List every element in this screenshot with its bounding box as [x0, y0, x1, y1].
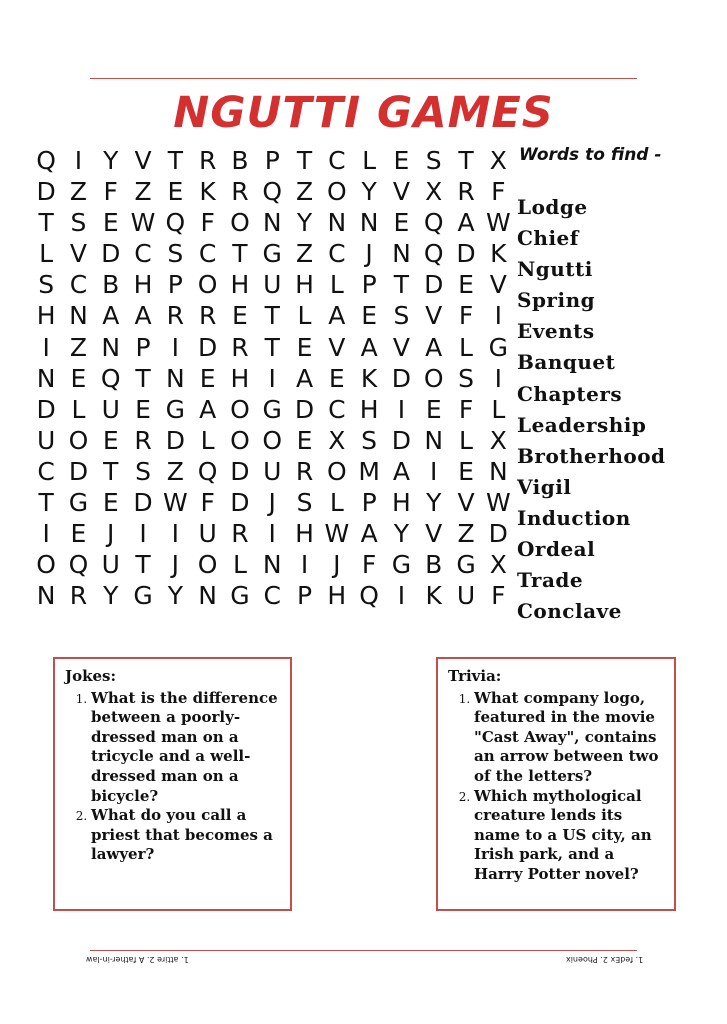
grid-letter: N — [392, 239, 411, 269]
grid-letter: A — [457, 208, 475, 238]
grid-letter: W — [485, 208, 511, 238]
grid-letter: F — [361, 550, 377, 580]
grid-letter: U — [101, 550, 120, 580]
grid-letter: I — [42, 332, 50, 362]
grid-letter: E — [425, 394, 442, 424]
grid-letter: Y — [103, 146, 119, 175]
grid-letter: S — [458, 363, 474, 393]
grid-letter: E — [199, 363, 216, 393]
word-list-item: Leadership — [517, 412, 647, 437]
grid-letter: Z — [295, 177, 314, 207]
grid-letter: V — [392, 332, 410, 362]
grid-letter: O — [197, 270, 218, 300]
joke-item: 1. What is the difference between a poorly-dressed man on a tricycle and a well-dressed man on a bicycle? — [91, 689, 280, 807]
grid-letter: S — [70, 208, 87, 238]
grid-letter: C — [134, 239, 152, 269]
grid-letter: L — [459, 332, 473, 362]
grid-letter: E — [361, 301, 378, 331]
word-list-item: Trade — [517, 568, 584, 593]
grid-letter: G — [262, 394, 282, 424]
grid-letter: I — [171, 332, 180, 362]
grid-letter: Y — [296, 208, 313, 238]
grid-letter: M — [358, 456, 380, 486]
grid-letter: H — [327, 581, 347, 611]
grid-letter: E — [70, 363, 87, 393]
grid-letter: X — [328, 425, 346, 455]
grid-letter: B — [102, 270, 120, 300]
grid-letter: I — [268, 519, 276, 549]
grid-letter: Q — [68, 550, 89, 580]
grid-letter: D — [230, 488, 250, 518]
grid-letter: L — [491, 394, 506, 424]
grid-letter: L — [232, 550, 247, 580]
grid-letter: B — [231, 146, 249, 175]
grid-letter: V — [457, 488, 475, 518]
grid-letter: G — [165, 394, 186, 424]
grid-letter: Z — [134, 177, 152, 207]
trivia-item: 1. What company logo, featured in the movie "Cast Away", contains an arrow between two of the letters? — [474, 689, 664, 787]
grid-letter: D — [36, 177, 56, 207]
grid-letter: O — [423, 363, 444, 393]
grid-letter: S — [361, 425, 378, 455]
grid-letter: W — [324, 519, 350, 549]
word-search-grid — [30, 145, 514, 611]
grid-letter: O — [68, 425, 89, 455]
grid-letter: U — [263, 270, 282, 300]
word-list-item: Vigil — [517, 474, 572, 499]
grid-letter: L — [329, 270, 344, 300]
trivia-box — [436, 657, 676, 911]
grid-letter: D — [230, 456, 250, 486]
grid-letter: G — [68, 488, 89, 518]
grid-letter: V — [425, 519, 443, 549]
grid-letter: D — [456, 239, 476, 269]
jokes-answers-upside-down: 1. attire 2. A father-in-law — [86, 955, 189, 964]
grid-letter: U — [263, 456, 282, 486]
grid-letter: K — [199, 177, 216, 207]
grid-letter: V — [489, 270, 507, 300]
grid-letter: I — [397, 394, 406, 424]
grid-letter: F — [458, 301, 474, 331]
grid-letter: S — [296, 488, 313, 518]
page-title: NGUTTI GAMES — [173, 88, 554, 138]
grid-letter: X — [489, 146, 507, 175]
grid-letter: I — [397, 581, 406, 611]
word-list-item: Conclave — [517, 599, 622, 624]
grid-letter: Q — [100, 363, 121, 393]
grid-letter: N — [262, 550, 282, 580]
word-list-item: Ordeal — [517, 537, 596, 562]
grid-letter: D — [68, 456, 89, 486]
grid-letter: V — [69, 239, 87, 269]
grid-letter: I — [268, 363, 276, 393]
grid-letter: W — [162, 488, 188, 518]
grid-letter: E — [393, 146, 410, 175]
grid-letter: H — [230, 270, 250, 300]
jokes-box — [53, 657, 292, 911]
grid-letter: R — [198, 301, 217, 331]
grid-letter: T — [296, 146, 313, 175]
grid-letter: A — [102, 301, 120, 331]
grid-letter: N — [359, 208, 379, 238]
grid-letter: H — [230, 363, 250, 393]
word-list-item: Events — [517, 319, 595, 344]
grid-letter: N — [69, 301, 88, 331]
grid-letter: E — [70, 519, 87, 549]
grid-letter: T — [135, 550, 151, 580]
grid-letter: E — [167, 177, 184, 207]
bottom-divider — [90, 950, 637, 951]
grid-letter: T — [38, 488, 54, 518]
grid-letter: C — [69, 270, 88, 300]
grid-letter: U — [456, 581, 476, 611]
grid-letter: Z — [295, 239, 314, 269]
word-list-item: Spring — [517, 288, 596, 313]
grid-letter: N — [424, 425, 444, 455]
grid-letter: G — [262, 239, 282, 269]
grid-letter: O — [230, 208, 250, 238]
grid-letter: R — [166, 301, 185, 331]
grid-letter: A — [392, 456, 410, 486]
grid-letter: G — [456, 550, 476, 580]
grid-letter: A — [134, 301, 152, 331]
grid-letter: W — [130, 208, 156, 238]
grid-letter: D — [198, 332, 218, 362]
grid-letter: V — [134, 146, 152, 175]
grid-letter: N — [36, 581, 56, 611]
grid-letter: F — [103, 177, 118, 207]
grid-letter: A — [328, 301, 346, 331]
grid-letter: P — [264, 146, 280, 175]
trivia-item: 2. Which mythological creature lends its name to a US city, an Irish park, and a Harry Potter novel? — [474, 787, 664, 885]
grid-letter: J — [333, 550, 341, 580]
grid-letter: A — [360, 332, 378, 362]
grid-letter: S — [393, 301, 410, 331]
grid-letter: E — [458, 456, 474, 486]
word-list-item: Brotherhood — [517, 443, 666, 468]
grid-letter: G — [391, 550, 412, 580]
grid-letter: I — [494, 301, 502, 331]
grid-letter: E — [102, 425, 119, 455]
grid-letter: W — [485, 488, 511, 518]
grid-letter: S — [38, 270, 55, 300]
grid-letter: E — [232, 301, 248, 331]
grid-letter: J — [171, 550, 180, 580]
grid-letter: D — [36, 394, 56, 424]
grid-letter: Z — [457, 519, 475, 549]
grid-letter: Y — [103, 581, 119, 611]
grid-letter: E — [458, 270, 474, 300]
grid-letter: O — [262, 425, 283, 455]
grid-letter: C — [198, 239, 217, 269]
grid-letter: D — [133, 488, 153, 518]
grid-letter: E — [102, 208, 119, 238]
word-list-item: Induction — [517, 505, 631, 530]
trivia-title: Trivia: — [448, 667, 502, 685]
grid-letter: Q — [359, 581, 379, 611]
grid-letter: O — [326, 177, 347, 207]
grid-letter: U — [36, 425, 56, 455]
grid-letter: E — [296, 332, 313, 362]
word-list-item: Ngutti — [517, 257, 593, 282]
grid-letter: Q — [197, 456, 218, 486]
grid-letter: H — [392, 488, 411, 518]
top-divider — [90, 78, 637, 79]
grid-letter: G — [230, 581, 250, 611]
grid-letter: U — [101, 394, 120, 424]
grid-letter: V — [392, 177, 410, 207]
grid-letter: R — [231, 177, 249, 207]
grid-letter: R — [69, 581, 88, 611]
grid-letter: I — [139, 519, 147, 549]
grid-letter: T — [167, 146, 183, 175]
grid-letter: O — [230, 425, 250, 455]
grid-letter: H — [295, 270, 314, 300]
jokes-list — [65, 689, 280, 865]
grid-letter: N — [327, 208, 347, 238]
grid-letter: R — [231, 519, 249, 549]
word-list-item: Chief — [517, 226, 579, 251]
grid-letter: N — [198, 581, 217, 611]
grid-letter: K — [360, 363, 378, 393]
grid-letter: Q — [165, 208, 186, 238]
grid-letter: R — [295, 456, 314, 486]
grid-letter: G — [488, 332, 508, 362]
word-list-item: Banquet — [517, 350, 616, 375]
grid-letter: S — [425, 146, 442, 175]
grid-letter: R — [457, 177, 475, 207]
grid-letter: A — [425, 332, 443, 362]
grid-letter: X — [425, 177, 443, 207]
grid-letter: H — [359, 394, 379, 424]
grid-letter: I — [430, 456, 438, 486]
jokes-title: Jokes: — [65, 667, 117, 685]
grid-letter: P — [167, 270, 183, 300]
grid-letter: K — [425, 581, 442, 611]
grid-letter: T — [135, 363, 151, 393]
grid-letter: R — [198, 146, 217, 175]
grid-letter: D — [391, 425, 412, 455]
grid-letter: T — [103, 456, 119, 486]
grid-letter: A — [295, 363, 314, 393]
grid-letter: D — [391, 363, 412, 393]
grid-letter: P — [361, 488, 377, 518]
word-list — [517, 192, 666, 627]
grid-letter: V — [328, 332, 346, 362]
grid-letter: O — [326, 456, 347, 486]
grid-letter: L — [329, 488, 344, 518]
grid-letter: Z — [69, 332, 88, 362]
grid-letter: T — [38, 208, 54, 238]
word-list-item: Chapters — [517, 381, 623, 406]
grid-letter: T — [264, 332, 280, 362]
grid-letter: T — [393, 270, 410, 300]
grid-letter: A — [199, 394, 217, 424]
grid-letter: C — [328, 394, 346, 424]
grid-letter: I — [300, 550, 309, 580]
grid-letter: Q — [262, 177, 283, 207]
grid-letter: N — [101, 332, 121, 362]
grid-letter: A — [360, 519, 378, 549]
grid-letter: H — [36, 301, 56, 331]
grid-letter: L — [71, 394, 86, 424]
grid-letter: H — [295, 519, 314, 549]
grid-letter: O — [230, 394, 250, 424]
grid-letter: F — [458, 394, 474, 424]
grid-letter: P — [361, 270, 377, 300]
grid-letter: C — [328, 146, 346, 175]
grid-letter: N — [262, 208, 282, 238]
grid-letter: N — [165, 363, 185, 393]
words-heading: Words to find - — [519, 145, 662, 165]
grid-letter: P — [296, 581, 313, 611]
grid-letter: D — [101, 239, 121, 269]
grid-letter: D — [294, 394, 315, 424]
grid-letter: F — [200, 488, 215, 518]
grid-letter: J — [107, 519, 115, 549]
grid-letter: B — [425, 550, 443, 580]
grid-letter: E — [296, 425, 313, 455]
grid-letter: F — [200, 208, 215, 238]
grid-letter: G — [133, 581, 153, 611]
grid-letter: Y — [361, 177, 377, 207]
grid-letter: C — [263, 581, 281, 611]
grid-letter: Z — [69, 177, 88, 207]
grid-letter: X — [489, 550, 507, 580]
word-list-item: Lodge — [517, 195, 588, 219]
grid-letter: X — [489, 425, 507, 455]
grid-letter: I — [74, 146, 83, 175]
grid-letter: Q — [36, 146, 56, 175]
joke-item: 2. What do you call a priest that becomes a lawyer? — [91, 806, 280, 865]
grid-letter: N — [36, 363, 56, 393]
grid-letter: T — [458, 146, 474, 175]
grid-letter: D — [488, 519, 508, 549]
grid-letter: L — [362, 146, 377, 175]
grid-letter: Y — [167, 581, 183, 611]
grid-letter: D — [165, 425, 185, 455]
grid-letter: F — [491, 581, 506, 611]
grid-letter: T — [264, 301, 280, 331]
grid-letter: L — [297, 301, 312, 331]
grid-letter: I — [494, 363, 502, 393]
grid-letter: T — [232, 239, 248, 269]
grid-letter: V — [425, 301, 443, 331]
trivia-answers-upside-down: 1. fedEx 2. Phoenix — [566, 955, 644, 964]
grid-letter: O — [36, 550, 56, 580]
grid-letter: O — [197, 550, 218, 580]
grid-letter: R — [231, 332, 249, 362]
grid-letter: U — [198, 519, 217, 549]
grid-letter: E — [135, 394, 151, 424]
grid-letter: Z — [166, 456, 184, 486]
grid-letter: E — [102, 488, 119, 518]
grid-letter: J — [268, 488, 276, 518]
grid-letter: C — [328, 239, 346, 269]
grid-letter: R — [134, 425, 152, 455]
grid-letter: N — [488, 456, 508, 486]
grid-letter: I — [171, 519, 180, 549]
grid-letter: L — [39, 239, 54, 269]
grid-letter: S — [167, 239, 184, 269]
grid-letter: K — [490, 239, 507, 269]
grid-letter: I — [42, 519, 50, 549]
grid-letter: L — [459, 425, 473, 455]
grid-letter: J — [365, 239, 373, 269]
grid-letter: Y — [426, 488, 442, 518]
grid-letter: C — [37, 456, 55, 486]
grid-letter: S — [135, 456, 151, 486]
grid-letter: Q — [423, 239, 444, 269]
grid-letter: Q — [423, 208, 444, 238]
grid-letter: D — [424, 270, 444, 300]
grid-letter: Y — [393, 519, 410, 549]
grid-letter: F — [491, 177, 506, 207]
grid-letter: P — [135, 332, 151, 362]
grid-letter: E — [328, 363, 345, 393]
grid-letter: E — [393, 208, 410, 238]
grid-letter: L — [200, 425, 215, 455]
trivia-list — [448, 689, 664, 885]
grid-letter: H — [133, 270, 153, 300]
